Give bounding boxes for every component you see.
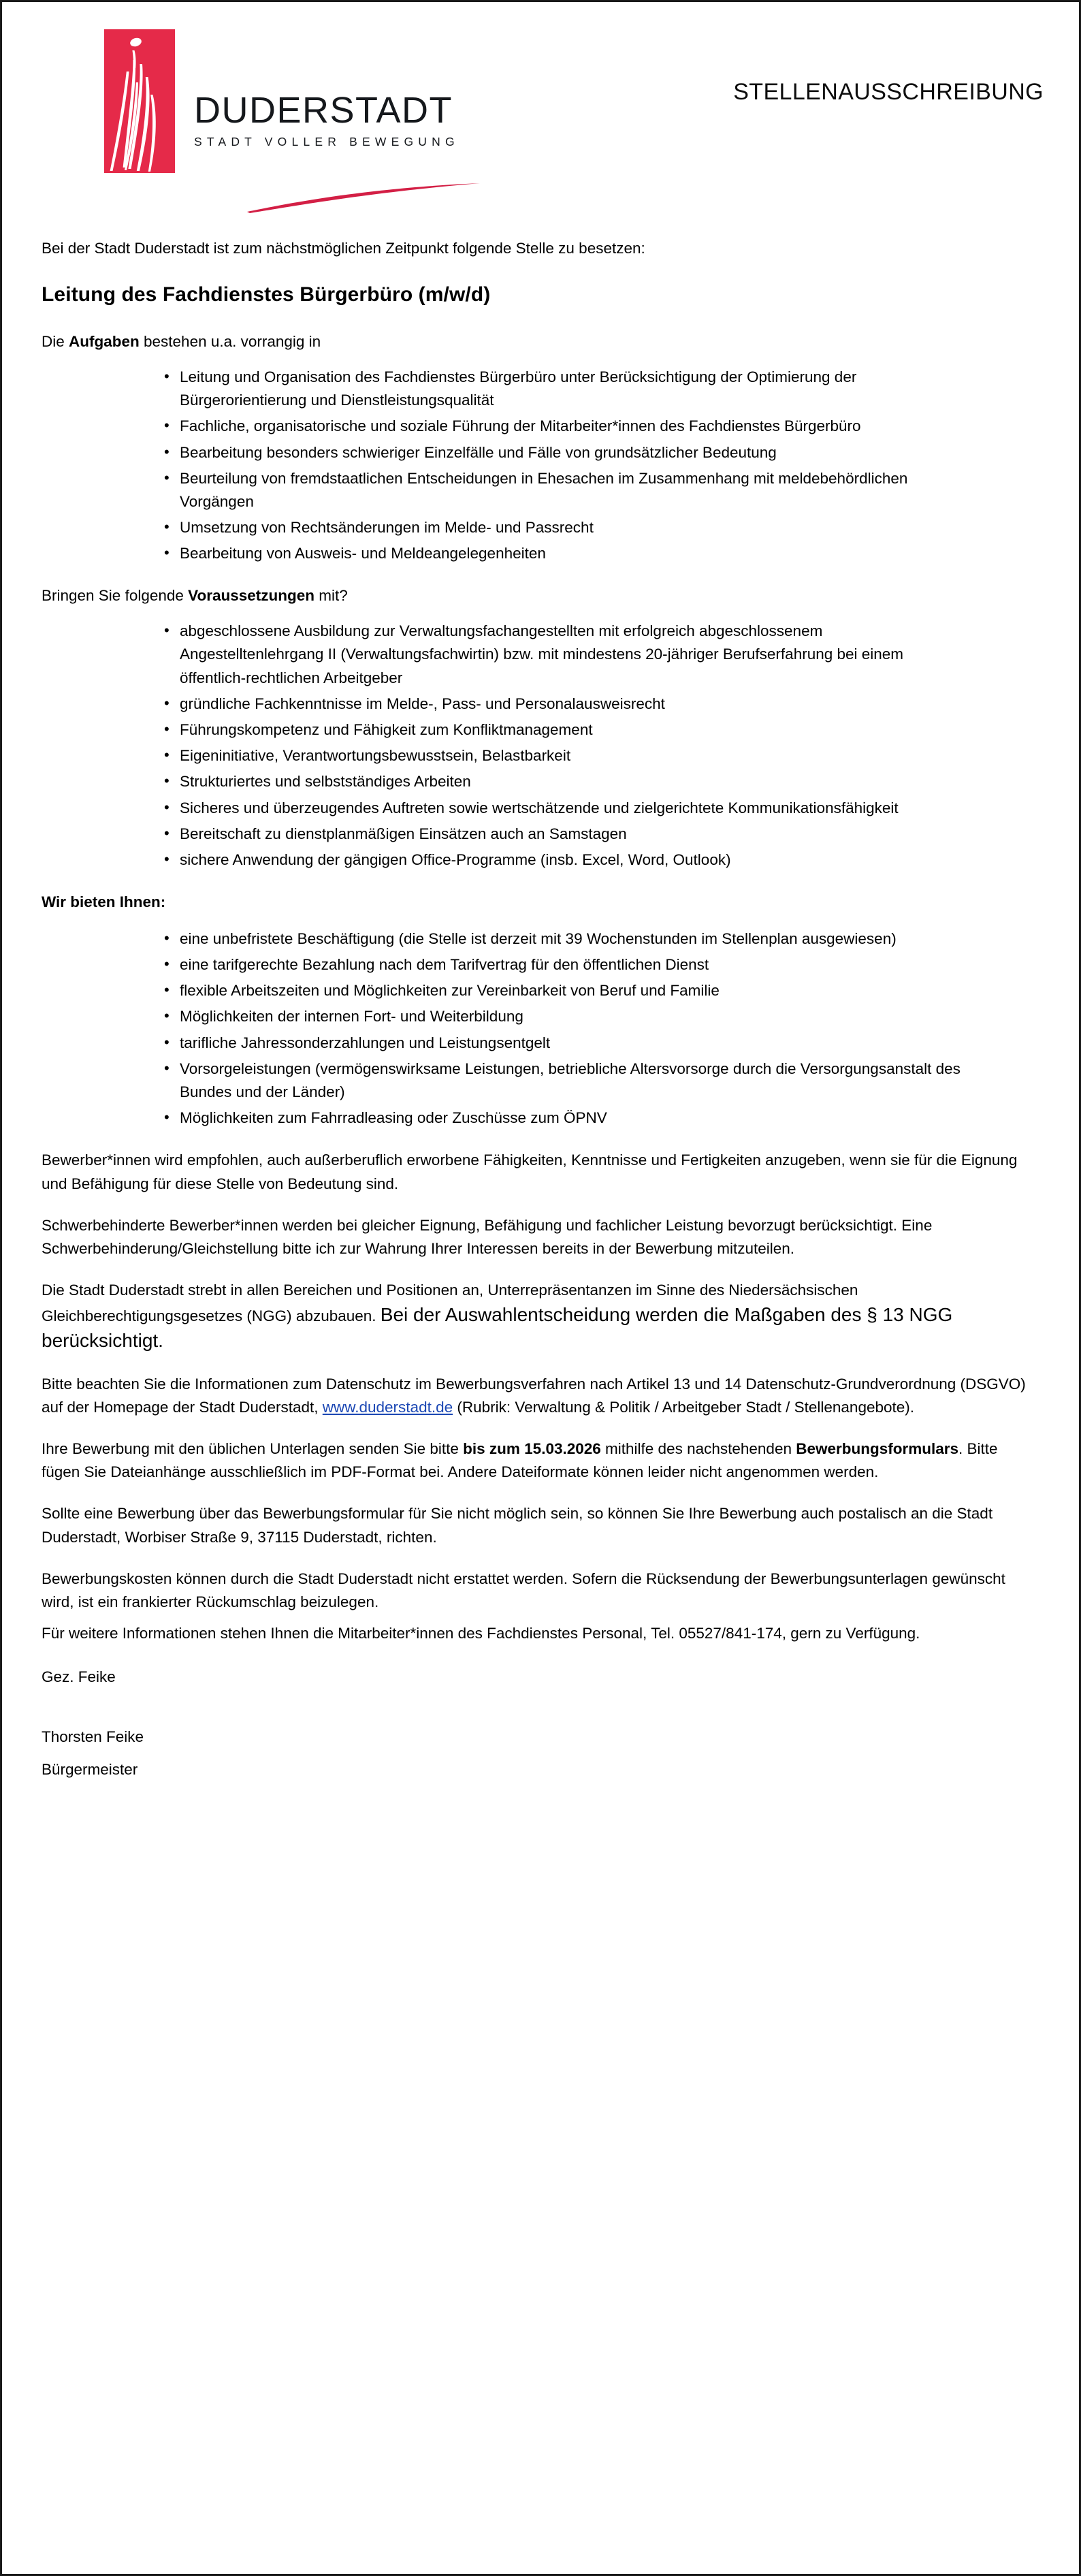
- intro-line: Bei der Stadt Duderstadt ist zum nächstmöglichen Zeitpunkt folgende Stelle zu besetzen:: [42, 240, 645, 257]
- document-body: [2, 237, 1079, 1781]
- list-item: • sichere Anwendung der gängigen Office-Programme (insb. Excel, Word, Outlook): [163, 848, 966, 872]
- list-item: • Sicheres und überzeugendes Auftreten sowie wertschätzende und zielgerichtete Kommunikationsfähigkeit: [163, 797, 966, 820]
- note-privacy-before: Bitte beachten Sie die Informationen zum Datenschutz im Bewerbungsverfahren nach Artikel 13 und 14 Datenschutz-Grundverordnung (DSGVO) auf der Homepage der Stadt Duderstadt,: [42, 1375, 1026, 1416]
- note-contact: Für weitere Informationen stehen Ihnen die Mitarbeiter*innen des Fachdienstes Personal, Tel. 05527/841-174, gern zu Verfügung.: [42, 1625, 920, 1642]
- document-header: [2, 2, 1079, 237]
- duderstadt-website-link[interactable]: www.duderstadt.de: [322, 1398, 453, 1416]
- offer-heading: Wir bieten Ihnen:: [42, 893, 166, 911]
- requirements-list: [42, 620, 1039, 872]
- note-privacy: [42, 1373, 1039, 1419]
- note-disability: Schwerbehinderte Bewerber*innen werden bei gleicher Eignung, Befähigung und fachlicher Leistung bevorzugt berücksichtigt. Eine Schwerbehinderung/Gleichstellung bitte ich zur Wahrung Ihrer Interessen bereits in der Bewerbung mitzuteilen.: [42, 1216, 933, 1257]
- note-ngg: [42, 1279, 1039, 1354]
- list-item: • eine unbefristete Beschäftigung (die Stelle ist derzeit mit 39 Wochenstunden im Stellenplan ausgewiesen): [163, 927, 966, 951]
- list-item: • tarifliche Jahressonderzahlungen und Leistungsentgelt: [163, 1032, 966, 1055]
- list-item: • Führungskompetenz und Fähigkeit zum Konfliktmanagement: [163, 718, 966, 742]
- list-item: • Möglichkeiten zum Fahrradleasing oder Zuschüsse zum ÖPNV: [163, 1107, 966, 1130]
- note-apply-before: Ihre Bewerbung mit den üblichen Unterlagen senden Sie bitte: [42, 1440, 464, 1457]
- list-item: • eine tarifgerechte Bezahlung nach dem Tarifvertrag für den öffentlichen Dienst: [163, 953, 966, 976]
- requirements-lead-bold: Voraussetzungen: [188, 587, 315, 605]
- note-postal: Sollte eine Bewerbung über das Bewerbungsformular für Sie nicht möglich sein, so können Sie Ihre Bewerbung auch postalisch an die Stadt Duderstadt, Worbiser Straße 9, 37115 Duderstadt, richten.: [42, 1505, 993, 1546]
- city-emblem-icon: [104, 29, 175, 173]
- note-privacy-after: (Rubrik: Verwaltung & Politik / Arbeitgeber Stadt / Stellenangebote).: [453, 1398, 915, 1416]
- document-kicker-title: STELLENAUSSCHREIBUNG: [733, 79, 1044, 105]
- note-ngg-emphasis: Bei der Auswahlentscheidung werden die Maßgaben des § 13 NGG berücksichtigt.: [42, 1304, 953, 1352]
- logo-swoosh-icon: [246, 180, 481, 214]
- logo-tagline: STADT VOLLER BEWEGUNG: [194, 135, 459, 148]
- signature-spacer-small: [42, 1749, 1039, 1758]
- tasks-list: [42, 366, 1039, 566]
- list-item: • Beurteilung von fremdstaatlichen Entscheidungen in Ehesachen im Zusammenhang mit meldebehördlichen Vorgängen: [163, 467, 966, 513]
- signature-spacer: [42, 1689, 1039, 1726]
- logo-wordmark: [194, 29, 459, 149]
- signature-signed-by: Gez. Feike: [42, 1668, 116, 1686]
- duderstadt-logo: [104, 29, 459, 173]
- logo-city-name: DUDERSTADT: [194, 90, 453, 131]
- application-deadline: bis zum 15.03.2026: [463, 1440, 601, 1457]
- list-item: • Bereitschaft zu dienstplanmäßigen Einsätzen auch an Samstagen: [163, 823, 966, 846]
- list-item: • Strukturiertes und selbstständiges Arbeiten: [163, 770, 966, 793]
- tasks-lead-bold: Aufgaben: [69, 333, 140, 351]
- application-form-label: Bewerbungsformulars: [796, 1440, 959, 1457]
- list-item: • Umsetzung von Rechtsänderungen im Melde- und Passrecht: [163, 516, 966, 539]
- list-item: • gründliche Fachkenntnisse im Melde-, Pass- und Personalausweisrecht: [163, 693, 966, 716]
- list-item: • Leitung und Organisation des Fachdienstes Bürgerbüro unter Berücksichtigung der Optimierung der Bürgerorientierung und Dienstleistungsqualität: [163, 366, 966, 412]
- list-item: • Vorsorgeleistungen (vermögenswirksame Leistungen, betriebliche Altersvorsorge durch die Versorgungsanstalt des Bundes und der Länder): [163, 1058, 966, 1104]
- requirements-lead-suffix: mit?: [314, 587, 348, 605]
- requirements-lead: [42, 584, 1039, 607]
- note-costs: Bewerbungskosten können durch die Stadt Duderstadt nicht erstattet werden. Sofern die Rücksendung der Bewerbungsunterlagen gewünscht wird, ist ein frankierter Rückumschlag beizulegen.: [42, 1570, 1005, 1610]
- list-item: • Bearbeitung besonders schwieriger Einzelfälle und Fälle von grundsätzlicher Bedeutung: [163, 441, 966, 464]
- signature-role: Bürgermeister: [42, 1760, 138, 1778]
- job-title: Leitung des Fachdienstes Bürgerbüro (m/w/d): [42, 283, 491, 306]
- list-item: • abgeschlossene Ausbildung zur Verwaltungsfachangestellten mit erfolgreich abgeschlossenem Angestelltenlehrgang II (Verwaltungsfachwirtin) bzw. mit mindestens 20-jähriger Berufserfahrung bei einem öffentlich-rechtlichen Arbeitgeber: [163, 620, 966, 690]
- note-apply-after: . Bitte fügen Sie Dateianhänge ausschließlich im PDF-Format bei. Andere Dateiformate können leider nicht angenommen werden.: [42, 1440, 998, 1481]
- offer-list: [42, 927, 1039, 1130]
- signature-name: Thorsten Feike: [42, 1728, 144, 1746]
- signature-block: [42, 1666, 1039, 1781]
- requirements-lead-prefix: Bringen Sie folgende: [42, 587, 189, 605]
- note-ngg-normal: Die Stadt Duderstadt strebt in allen Bereichen und Positionen an, Unterrepräsentanzen im Sinne des Niedersächsischen Gleichberechtigungsgesetzes (NGG) abzubauen.: [42, 1282, 858, 1325]
- list-item: • flexible Arbeitszeiten und Möglichkeiten zur Vereinbarkeit von Beruf und Familie: [163, 979, 966, 1002]
- list-item: • Möglichkeiten der internen Fort- und Weiterbildung: [163, 1005, 966, 1028]
- note-apply-mid: mithilfe des nachstehenden: [600, 1440, 796, 1457]
- list-item: • Fachliche, organisatorische und soziale Führung der Mitarbeiter*innen des Fachdienstes Bürgerbüro: [163, 415, 966, 438]
- note-apply: [42, 1437, 1039, 1484]
- list-item: • Bearbeitung von Ausweis- und Meldeangelegenheiten: [163, 542, 966, 565]
- tasks-lead-suffix: bestehen u.a. vorrangig in: [139, 333, 321, 351]
- tasks-lead: [42, 330, 1039, 353]
- list-item: • Eigeninitiative, Verantwortungsbewusstsein, Belastbarkeit: [163, 744, 966, 767]
- tasks-lead-prefix: Die: [42, 333, 69, 351]
- note-applicants: Bewerber*innen wird empfohlen, auch außerberuflich erworbene Fähigkeiten, Kenntnisse und Fertigkeiten anzugeben, wenn sie für die Eignung und Befähigung für diese Stelle von Bedeutung sind.: [42, 1151, 1018, 1192]
